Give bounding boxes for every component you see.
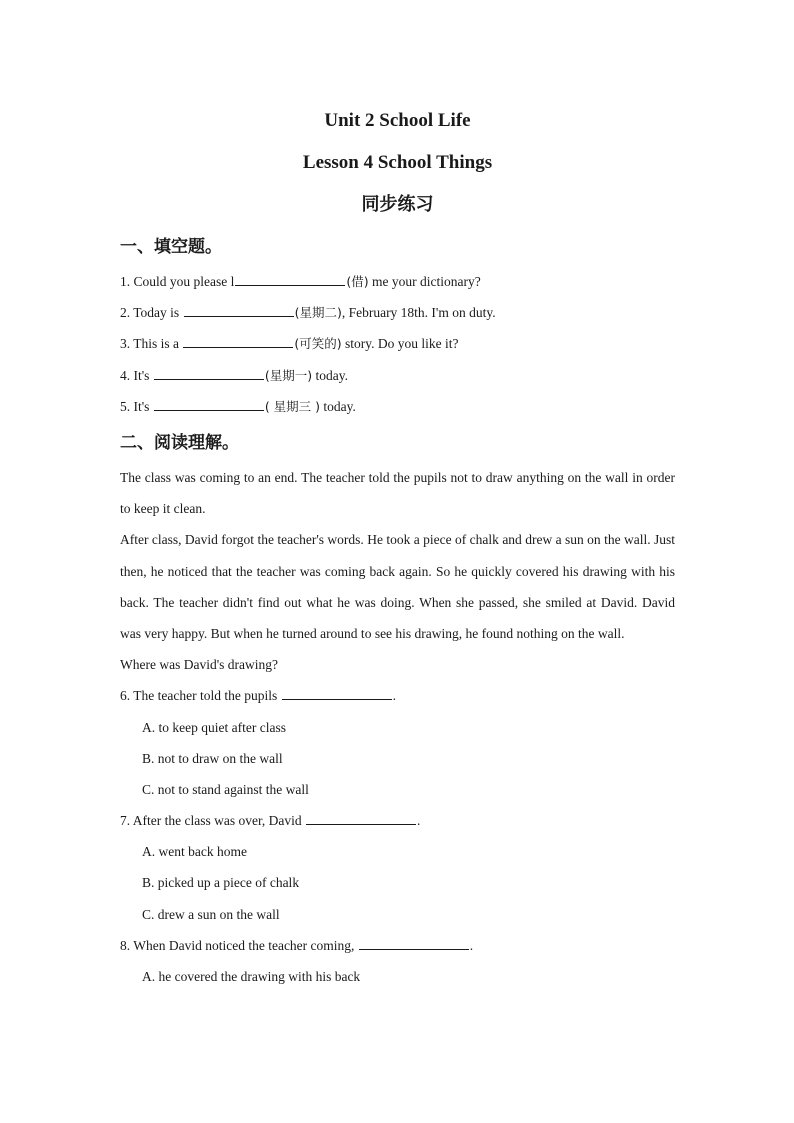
unit-title: Unit 2 School Life bbox=[324, 110, 471, 131]
question-end: . bbox=[417, 813, 421, 829]
fill-item-2 bbox=[120, 297, 675, 328]
item-hint: ( 星期三 ) bbox=[264, 398, 321, 414]
item-text: 4. It's bbox=[120, 367, 153, 383]
option-7c[interactable]: C. drew a sun on the wall bbox=[142, 906, 280, 922]
item-text: , February 18th. I'm on duty. bbox=[341, 305, 496, 321]
question-end: . bbox=[392, 688, 396, 704]
answer-blank[interactable] bbox=[282, 687, 392, 700]
item-text: 2. Today is bbox=[120, 305, 183, 321]
question-stem: 7. After the class was over, David bbox=[120, 813, 306, 829]
option-6a[interactable]: A. to keep quiet after class bbox=[142, 719, 286, 735]
item-text: story. Do you like it? bbox=[341, 336, 459, 352]
passage-paragraph-2: After class, David forgot the teacher's words. He took a piece of chalk and drew a sun on the wall. Just then, he noticed that the teacher was coming back again. So he quickly covered his drawing with his back. The teacher didn't find out what he was doing. When she passed, she smiled at David. David was very happy. But when he turned around to see his drawing, he found nothing on the wall. bbox=[120, 532, 675, 641]
item-text: me your dictionary? bbox=[368, 274, 481, 289]
answer-blank[interactable] bbox=[184, 304, 294, 317]
passage-paragraph-1: The class was coming to an end. The teacher told the pupils not to draw anything on the wall in order to keep it clean. bbox=[120, 469, 675, 517]
item-text: today. bbox=[320, 398, 356, 414]
fill-item-1 bbox=[120, 266, 675, 297]
worksheet-content bbox=[120, 100, 675, 992]
practice-title: 同步练习 bbox=[361, 194, 434, 215]
item-text: 1. Could you please l bbox=[120, 274, 235, 289]
section2-heading: 二、阅读理解。 bbox=[120, 432, 239, 453]
option-6b[interactable]: B. not to draw on the wall bbox=[142, 750, 283, 766]
item-hint: (星期二) bbox=[294, 305, 342, 321]
item-text: 5. It's bbox=[120, 398, 153, 414]
question-stem: 6. The teacher told the pupils bbox=[120, 688, 281, 704]
answer-blank[interactable] bbox=[235, 273, 345, 286]
item-text: 3. This is a bbox=[120, 336, 183, 352]
answer-blank[interactable] bbox=[183, 335, 293, 348]
lesson-title: Lesson 4 School Things bbox=[302, 152, 493, 173]
answer-blank[interactable] bbox=[306, 812, 416, 825]
item-hint: (星期一) bbox=[264, 367, 313, 383]
question-7 bbox=[120, 805, 675, 836]
section1-heading: 一、填空题。 bbox=[120, 237, 222, 257]
answer-blank[interactable] bbox=[359, 937, 469, 950]
passage-question: Where was David's drawing? bbox=[120, 657, 278, 673]
fill-item-5 bbox=[120, 391, 675, 422]
option-7a[interactable]: A. went back home bbox=[142, 844, 247, 860]
option-6c[interactable]: C. not to stand against the wall bbox=[142, 781, 309, 797]
item-hint: (借) bbox=[346, 274, 369, 289]
question-6 bbox=[120, 680, 675, 711]
answer-blank[interactable] bbox=[154, 398, 264, 411]
item-hint: (可笑的) bbox=[294, 336, 342, 352]
fill-item-4 bbox=[120, 360, 675, 391]
answer-blank[interactable] bbox=[154, 367, 264, 380]
item-text: today. bbox=[312, 367, 348, 383]
option-7b[interactable]: B. picked up a piece of chalk bbox=[142, 875, 300, 891]
question-stem: 8. When David noticed the teacher coming, bbox=[120, 937, 358, 953]
question-end: . bbox=[469, 937, 474, 953]
fill-item-3 bbox=[120, 328, 675, 359]
option-8a[interactable]: A. he covered the drawing with his back bbox=[142, 969, 361, 985]
question-8 bbox=[120, 930, 675, 961]
